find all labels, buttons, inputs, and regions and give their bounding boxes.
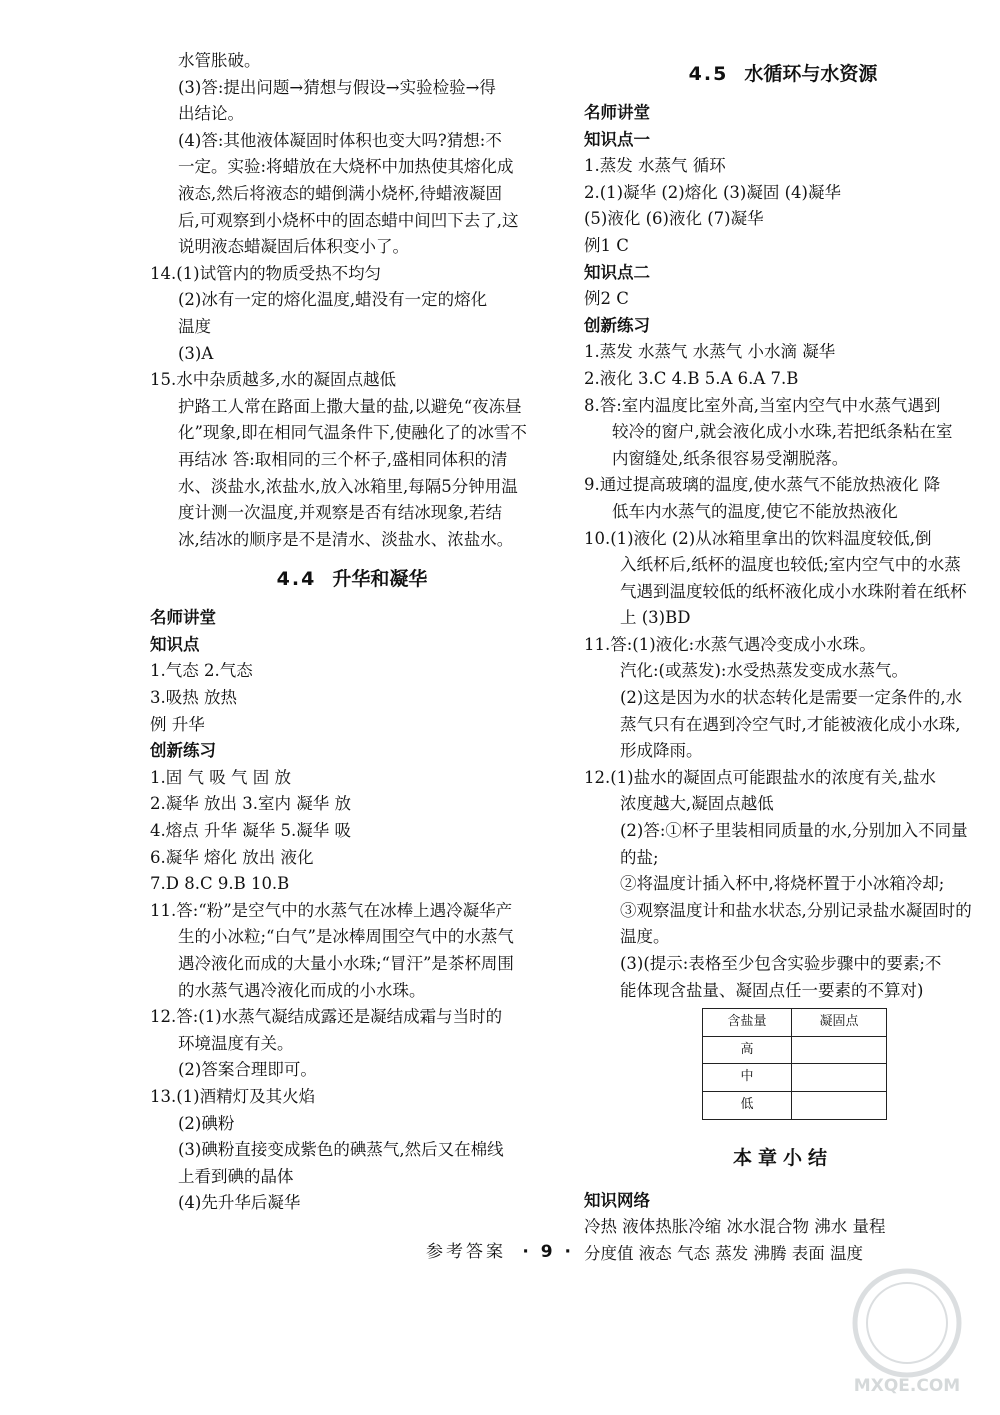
right-column (584, 48, 982, 1267)
text-line: 4.熔点 升华 凝华 5.凝华 吸 (150, 821, 351, 841)
text-line: (2)这是因为水的状态转化是需要一定条件的,水 (620, 688, 963, 708)
page-number: · 9 · (522, 1242, 574, 1262)
table-cell: 高 (703, 1036, 792, 1064)
text-line: (4)先升华后凝华 (178, 1193, 301, 1213)
footer-label: 参考答案 (426, 1242, 506, 1262)
text-line: 例2 C (584, 289, 629, 309)
subheading: 知识点二 (584, 262, 650, 282)
text-line: 较冷的窗户,就会液化成小水珠,若把纸条粘在室 (612, 422, 953, 442)
text-line: 1.蒸发 水蒸气 水蒸气 小水滴 凝华 (584, 342, 836, 362)
text-line: 形成降雨。 (620, 741, 703, 761)
text-line: 6.凝华 熔化 放出 液化 (150, 847, 314, 867)
section-heading (150, 553, 554, 605)
text-line: 12.答:(1)水蒸气凝结成露还是凝结成霜与当时的 (150, 1007, 503, 1027)
section-number: 4.4 (276, 568, 317, 591)
text-line: 14.(1)试管内的物质受热不均匀 (150, 263, 382, 283)
table-row (703, 1036, 887, 1064)
text-line: 液态,然后将液态的蜡倒满小烧杯,待蜡液凝固 (178, 183, 502, 203)
text-line: 浓度越大,凝固点越低 (620, 794, 774, 814)
text-line: 水管胀破。 (178, 51, 261, 70)
text-line: 遇冷液化而成的大量小水珠;“冒汗”是茶杯周围 (178, 954, 514, 973)
text-line: 蒸气只有在遇到冷空气时,才能被液化成小水珠, (620, 714, 961, 734)
section-heading (584, 1128, 982, 1188)
text-line: 9.通过提高玻璃的温度,使水蒸气不能放热液化 降 (584, 475, 941, 495)
text-line: (2)答案合理即可。 (178, 1060, 317, 1080)
watermark-logo (832, 1253, 982, 1403)
text-line: (2)答:①杯子里装相同质量的水,分别加入不同量 (620, 821, 968, 841)
text-line: 后,可观察到小烧杯中的固态蜡中间凹下去了,这 (178, 210, 519, 230)
text-line: (3)答:提出问题→猜想与假设→实验检验→得 (178, 77, 496, 97)
text-line: 10.(1)液化 (2)从冰箱里拿出的饮料温度较低,倒 (584, 528, 932, 548)
text-line: 2.(1)凝华 (2)熔化 (3)凝固 (4)凝华 (584, 182, 841, 202)
text-line: 11.答:(1)液化:水蒸气遇冷变成小水珠。 (584, 634, 876, 654)
text-line: 上 (3)BD (620, 608, 691, 628)
text-line: 冰,结冰的顺序是不是清水、淡盐水、浓盐水。 (178, 529, 514, 549)
text-line: 内窗缝处,纸条很容易受潮脱落。 (612, 448, 849, 468)
text-line: ③观察温度计和盐水状态,分别记录盐水凝固时的 (620, 900, 972, 920)
text-line: 3.吸热 放热 (150, 688, 237, 708)
text-line: 12.(1)盐水的凝固点可能跟盐水的浓度有关,盐水 (584, 767, 936, 787)
text-line: 环境温度有关。 (178, 1033, 294, 1053)
table-header-cell: 凝固点 (792, 1009, 887, 1037)
text-line: 2.凝华 放出 3.室内 凝华 放 (150, 794, 351, 814)
subheading: 创新练习 (584, 315, 650, 335)
subheading: 知识网络 (584, 1190, 650, 1210)
text-line: 例1 C (584, 235, 629, 255)
text-line: (5)液化 (6)液化 (7)凝华 (584, 209, 764, 229)
text-line: 例 升华 (150, 714, 205, 734)
text-line: 冷热 液体热胀冷缩 冰水混合物 沸水 量程 (584, 1217, 886, 1237)
text-line: 1.蒸发 水蒸气 循环 (584, 156, 726, 176)
left-column (150, 48, 554, 1217)
section-title: 升华和凝华 (332, 568, 428, 591)
text-line: 气遇到温度较低的纸杯液化成小水珠附着在纸杯 (620, 581, 967, 601)
text-line: 11.答:“粉”是空气中的水蒸气在冰棒上遇冷凝华产 (150, 900, 513, 920)
text-line: 上看到碘的晶体 (178, 1166, 294, 1186)
section-heading (584, 48, 982, 100)
table-cell: 低 (703, 1091, 792, 1119)
salt-concentration-table (702, 1008, 887, 1119)
subheading: 知识点 (150, 634, 200, 654)
text-line: 15.水中杂质越多,水的凝固点越低 (150, 370, 396, 390)
text-line: 温度。 (620, 927, 670, 947)
table-cell (792, 1036, 887, 1064)
text-line: (3)(提示:表格至少包含实验步骤中的要素;不 (620, 954, 942, 973)
table-header-cell: 含盐量 (703, 1009, 792, 1037)
text-line: 能体现含盐量、凝固点任一要素的不算对) (620, 980, 924, 1000)
text-line: 护路工人常在路面上撒大量的盐,以避免“夜冻昼 (178, 396, 522, 416)
text-line: 出结论。 (178, 104, 244, 124)
table-cell (792, 1091, 887, 1119)
text-line: 低车内水蒸气的温度,使它不能放热液化 (612, 501, 898, 521)
subheading: 创新练习 (150, 741, 216, 761)
text-line: 化”现象,即在相同气温条件下,使融化了的冰雪不 (178, 423, 527, 443)
subheading: 名师讲堂 (150, 608, 216, 628)
text-line: 8.答:室内温度比室外高,当室内空气中水蒸气遇到 (584, 395, 941, 415)
section-title: 本章小结 (732, 1146, 833, 1169)
text-line: 2.液化 3.C 4.B 5.A 6.A 7.B (584, 368, 799, 388)
text-line: 汽化:(或蒸发):水受热蒸发变成水蒸气。 (620, 661, 908, 681)
text-line: (4)答:其他液体凝固时体积也变大吗?猜想:不 (178, 130, 502, 150)
text-line: 1.气态 2.气态 (150, 661, 253, 681)
text-line: 一定。实验:将蜡放在大烧杯中加热使其熔化成 (178, 157, 514, 177)
table-row (703, 1091, 887, 1119)
text-line: 温度 (178, 316, 211, 336)
text-line: 再结冰 答:取相同的三个杯子,盛相同体积的清 (178, 449, 508, 469)
table-cell (792, 1064, 887, 1092)
text-line: ②将温度计插入杯中,将烧杯置于小冰箱冷却; (620, 874, 945, 894)
text-line: 7.D 8.C 9.B 10.B (150, 874, 290, 894)
text-line: (2)碘粉 (178, 1113, 235, 1133)
text-line: 度计测一次温度,并观察是否有结冰现象,若结 (178, 503, 502, 523)
text-line: 1.固 气 吸 气 固 放 (150, 767, 291, 787)
text-line: (2)冰有一定的熔化温度,蜡没有一定的熔化 (178, 290, 488, 310)
text-line: 说明液态蜡凝固后体积变小了。 (178, 237, 409, 257)
subheading: 知识点一 (584, 129, 650, 149)
section-number: 4.5 (688, 63, 729, 85)
text-line: 生的小冰粒;“白气”是冰棒周围空气中的水蒸气 (178, 927, 514, 947)
watermark-text: MXQE.COM (853, 1376, 961, 1396)
section-title: 水循环与水资源 (744, 63, 878, 85)
text-line: 分度值 液态 气态 蒸发 沸腾 表面 温度 (584, 1243, 863, 1263)
text-line: 13.(1)酒精灯及其火焰 (150, 1086, 316, 1106)
text-line: 水、淡盐水,浓盐水,放入冰箱里,每隔5分钟用温 (178, 476, 518, 496)
text-line: (3)碘粉直接变成紫色的碘蒸气,然后又在棉线 (178, 1140, 504, 1160)
text-line: (3)A (178, 343, 214, 363)
subheading: 名师讲堂 (584, 103, 650, 122)
table-row (703, 1064, 887, 1092)
text-line: 入纸杯后,纸杯的温度也较低;室内空气中的水蒸 (620, 555, 961, 575)
text-line: 的盐; (620, 847, 659, 867)
table-cell: 中 (703, 1064, 792, 1092)
text-line: 的水蒸气遇冷液化而成的小水珠。 (178, 980, 426, 1000)
